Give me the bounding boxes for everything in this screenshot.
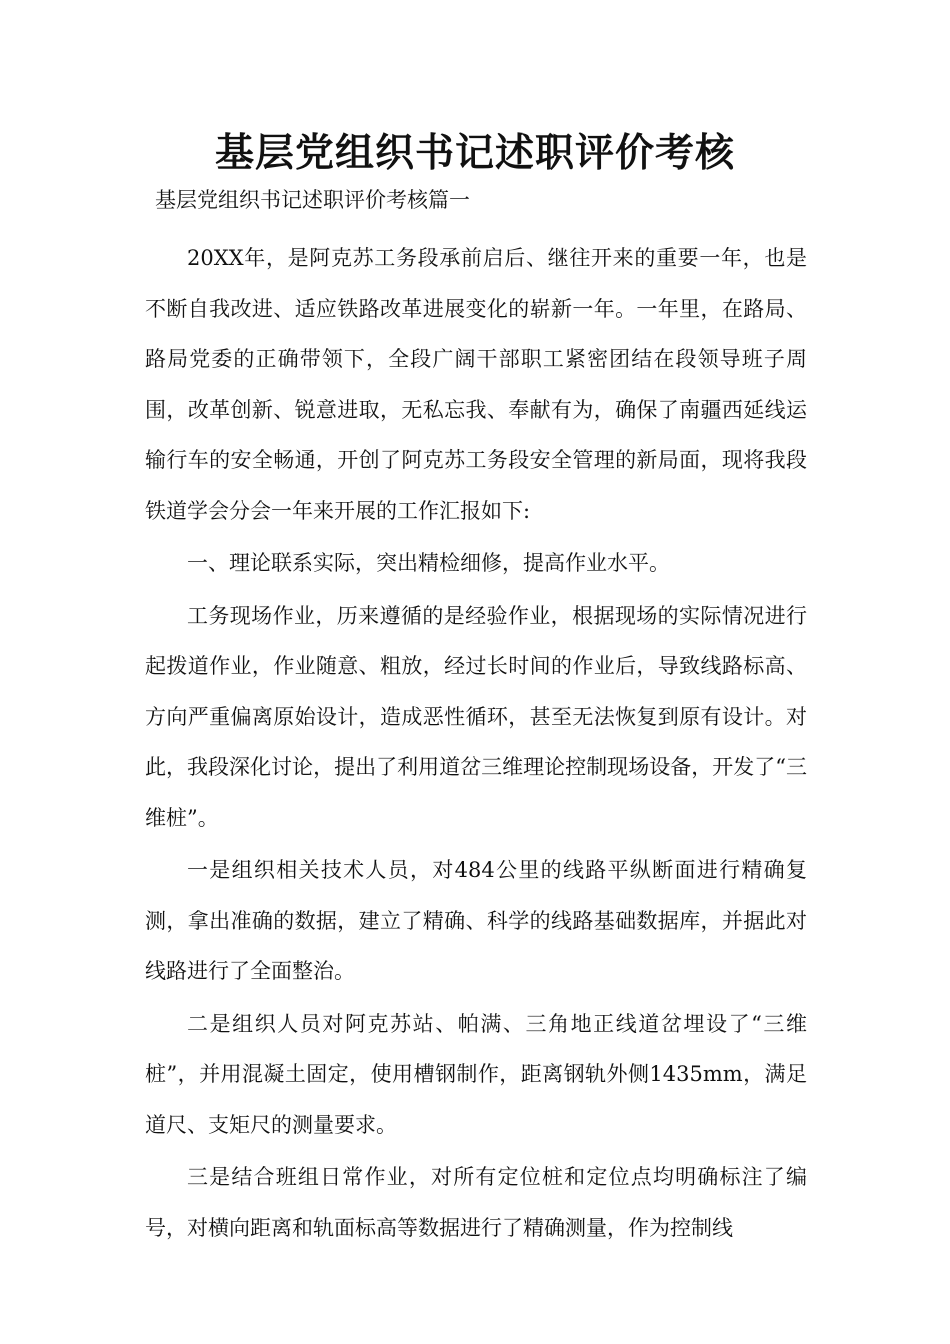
paragraph: 一、理论联系实际，突出精检细修，提高作业水平。 <box>187 551 670 575</box>
paragraph: 二是组织人员对阿克苏站、帕满、三角地正线道岔埋设了“三维桩”，并用混凝土固定，使用槽钢制作，距离钢轨外侧1435mm，满足道尺、支矩尺的测量要求。 <box>145 1011 807 1137</box>
document-body <box>145 233 807 1255</box>
paragraph: 一是组织相关技术人员，对484公里的线路平纵断面进行精确复测，拿出准确的数据，建立了精确、科学的线路基础数据库，并据此对线路进行了全面整治。 <box>145 858 807 983</box>
paragraph: 工务现场作业，历来遵循的是经验作业，根据现场的实际情况进行起拨道作业，作业随意、粗放，经过长时间的作业后，导致线路标高、方向严重偏离原始设计，造成恶性循环，甚至无法恢复到原有设计。对此，我段深化讨论，提出了利用道岔三维理论控制现场设备，开发了“三维桩”。 <box>145 603 807 830</box>
document-subtitle: 基层党组织书记述职评价考核篇一 <box>155 188 470 212</box>
paragraph: 20XX年，是阿克苏工务段承前启后、继往开来的重要一年，也是不断自我改进、适应铁路改革进展变化的崭新一年。一年里，在路局、路局党委的正确带领下，全段广阔干部职工紧密团结在段领导班子周围，改革创新、锐意进取，无私忘我、奉献有为，确保了南疆西延线运输行车的安全畅通，开创了阿克苏工务段安全管理的新局面，现将我段铁道学会分会一年来开展的工作汇报如下: <box>145 246 807 523</box>
document-title: 基层党组织书记述职评价考核 <box>214 131 735 176</box>
paragraph: 三是结合班组日常作业，对所有定位桩和定位点均明确标注了编号，对横向距离和轨面标高等数据进行了精确测量，作为控制线 <box>145 1165 807 1240</box>
